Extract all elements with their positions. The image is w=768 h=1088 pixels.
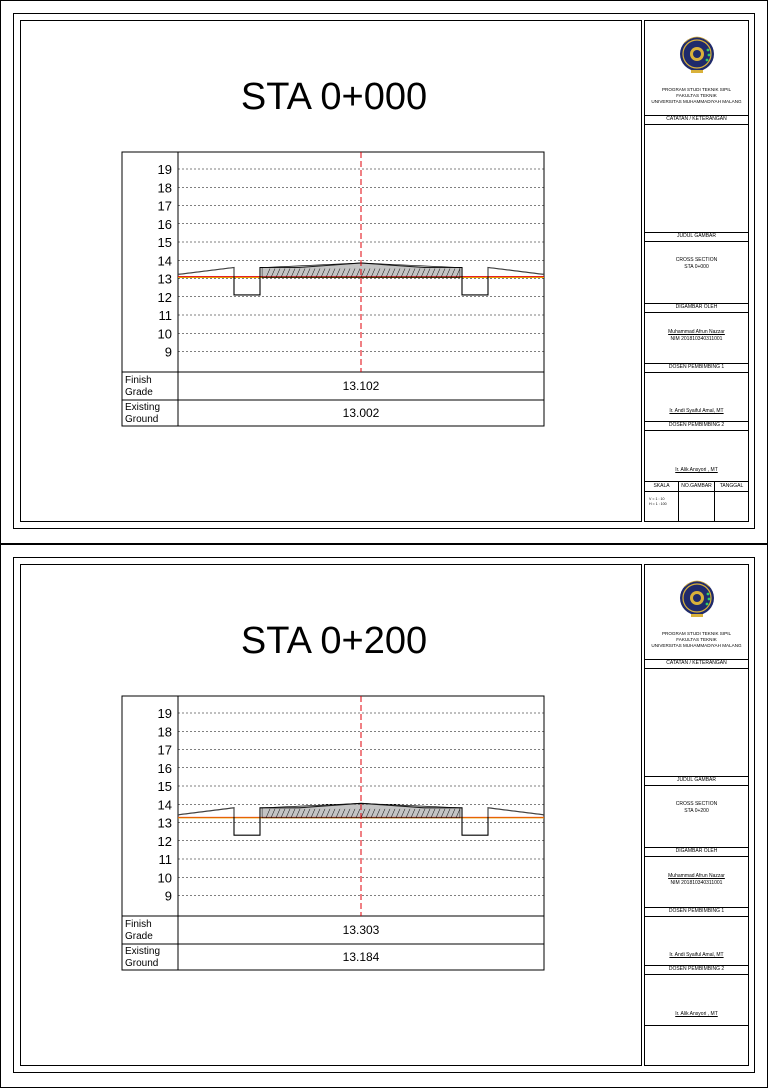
- y-tick-label: 18: [157, 724, 172, 740]
- y-tick-label: 17: [157, 742, 172, 758]
- y-tick-label: 11: [158, 308, 172, 323]
- y-tick-label: 16: [157, 760, 172, 776]
- y-tick-label: 14: [157, 253, 172, 269]
- institution-text: PROGRAM STUDI TEKNIK SIPIL FAKULTAS TEKNIK UNIVERSITAS MUHAMMADIYAH MALANG: [651, 631, 742, 648]
- y-tick-label: 10: [157, 326, 172, 342]
- y-tick-label: 13: [157, 271, 172, 287]
- y-tick-label: 12: [157, 289, 172, 305]
- y-tick-label: 15: [157, 779, 172, 794]
- y-tick-label: 12: [157, 833, 172, 849]
- advisor2-name: Ir. Alik Ansyori , MT: [675, 467, 718, 473]
- drawing-title: CROSS SECTION: [675, 801, 718, 807]
- y-tick-label: 16: [157, 216, 172, 232]
- title-block: [644, 20, 749, 522]
- advisor1-header: DOSEN PEMBIMBING 1: [645, 907, 748, 917]
- advisor2-header: DOSEN PEMBIMBING 2: [645, 965, 748, 975]
- university-logo-icon: [678, 567, 716, 629]
- row-label-grade: Grade: [125, 931, 153, 942]
- row-label-grade: Grade: [125, 387, 153, 398]
- drawn-by-name: Muhammad Afrun Nazzar: [668, 329, 725, 335]
- notes-header: CATATAN / KETERANGAN: [645, 659, 748, 669]
- drawn-by-name: Muhammad Afrun Nazzar: [668, 873, 725, 879]
- institution-text: PROGRAM STUDI TEKNIK SIPIL FAKULTAS TEKNIK UNIVERSITAS MUHAMMADIYAH MALANG: [651, 87, 742, 104]
- section-frame: [122, 152, 544, 426]
- advisor1-name: Ir. Andi Syaiful Amal, MT: [669, 408, 724, 414]
- y-tick-label: 11: [158, 852, 172, 867]
- y-tick-label: 17: [157, 198, 172, 214]
- drawn-by-nim: NIM 201810340311001: [670, 336, 723, 342]
- drawing-no-header: NO.GAMBAR: [679, 481, 715, 491]
- drawing-title-header: JUDUL GAMBAR: [645, 776, 748, 786]
- section-frame: [122, 696, 544, 970]
- drawing-sheet-2: [0, 544, 768, 1088]
- y-tick-label: 9: [164, 344, 172, 360]
- notes-header: CATATAN / KETERANGAN: [645, 115, 748, 125]
- logo-area: [645, 21, 748, 116]
- advisor1-name: Ir. Andi Syaiful Amal, MT: [669, 952, 724, 958]
- row-label-finish: Finish: [125, 375, 152, 386]
- university-logo-icon: [678, 23, 716, 85]
- y-tick-label: 14: [157, 797, 172, 813]
- row-label-finish: Finish: [125, 919, 152, 930]
- finish-grade-value: 13.102: [342, 379, 380, 393]
- station-title: STA 0+000: [240, 76, 428, 118]
- advisor1-header: DOSEN PEMBIMBING 1: [645, 363, 748, 373]
- y-tick-label: 19: [157, 706, 172, 721]
- drawing-station: STA 0+200: [684, 808, 709, 814]
- scale-vertical: V = 1 : 10: [649, 497, 665, 501]
- row-label-ground: Ground: [125, 414, 159, 425]
- date-header: TANGGAL: [719, 483, 744, 489]
- y-tick-label: 10: [157, 870, 172, 886]
- title-block: [644, 564, 749, 1066]
- drawing-title-header: JUDUL GAMBAR: [645, 232, 748, 242]
- drawing-station: STA 0+000: [684, 264, 709, 270]
- scale-horizontal: H = 1 : 100: [649, 502, 667, 506]
- row-label-existing: Existing: [125, 946, 161, 957]
- row-label-ground: Ground: [125, 958, 159, 969]
- drawn-by-nim: NIM 201810340311001: [670, 880, 723, 886]
- advisor2-name: Ir. Alik Ansyori , MT: [675, 1011, 718, 1017]
- y-tick-label: 19: [157, 162, 172, 177]
- advisor2-header: DOSEN PEMBIMBING 2: [645, 421, 748, 431]
- y-tick-label: 18: [157, 180, 172, 196]
- existing-ground-value: 13.184: [342, 950, 380, 964]
- drawing-title: CROSS SECTION: [675, 257, 718, 263]
- logo-area: [645, 565, 748, 660]
- cross-section-chart: [14, 14, 654, 530]
- finish-grade-value: 13.303: [342, 923, 380, 937]
- sheet-border: [13, 557, 755, 1073]
- sheet-border: [13, 13, 755, 529]
- scale-header: SKALA: [645, 481, 679, 491]
- cross-section-chart: [14, 558, 654, 1074]
- y-tick-label: 15: [157, 235, 172, 250]
- drawn-by-header: DIGAMBAR OLEH: [645, 303, 748, 313]
- drawn-by-header: DIGAMBAR OLEH: [645, 847, 748, 857]
- y-tick-label: 13: [157, 815, 172, 831]
- y-tick-label: 9: [164, 888, 172, 904]
- station-title: STA 0+200: [240, 620, 428, 662]
- existing-ground-value: 13.002: [342, 406, 380, 420]
- row-label-existing: Existing: [125, 402, 161, 413]
